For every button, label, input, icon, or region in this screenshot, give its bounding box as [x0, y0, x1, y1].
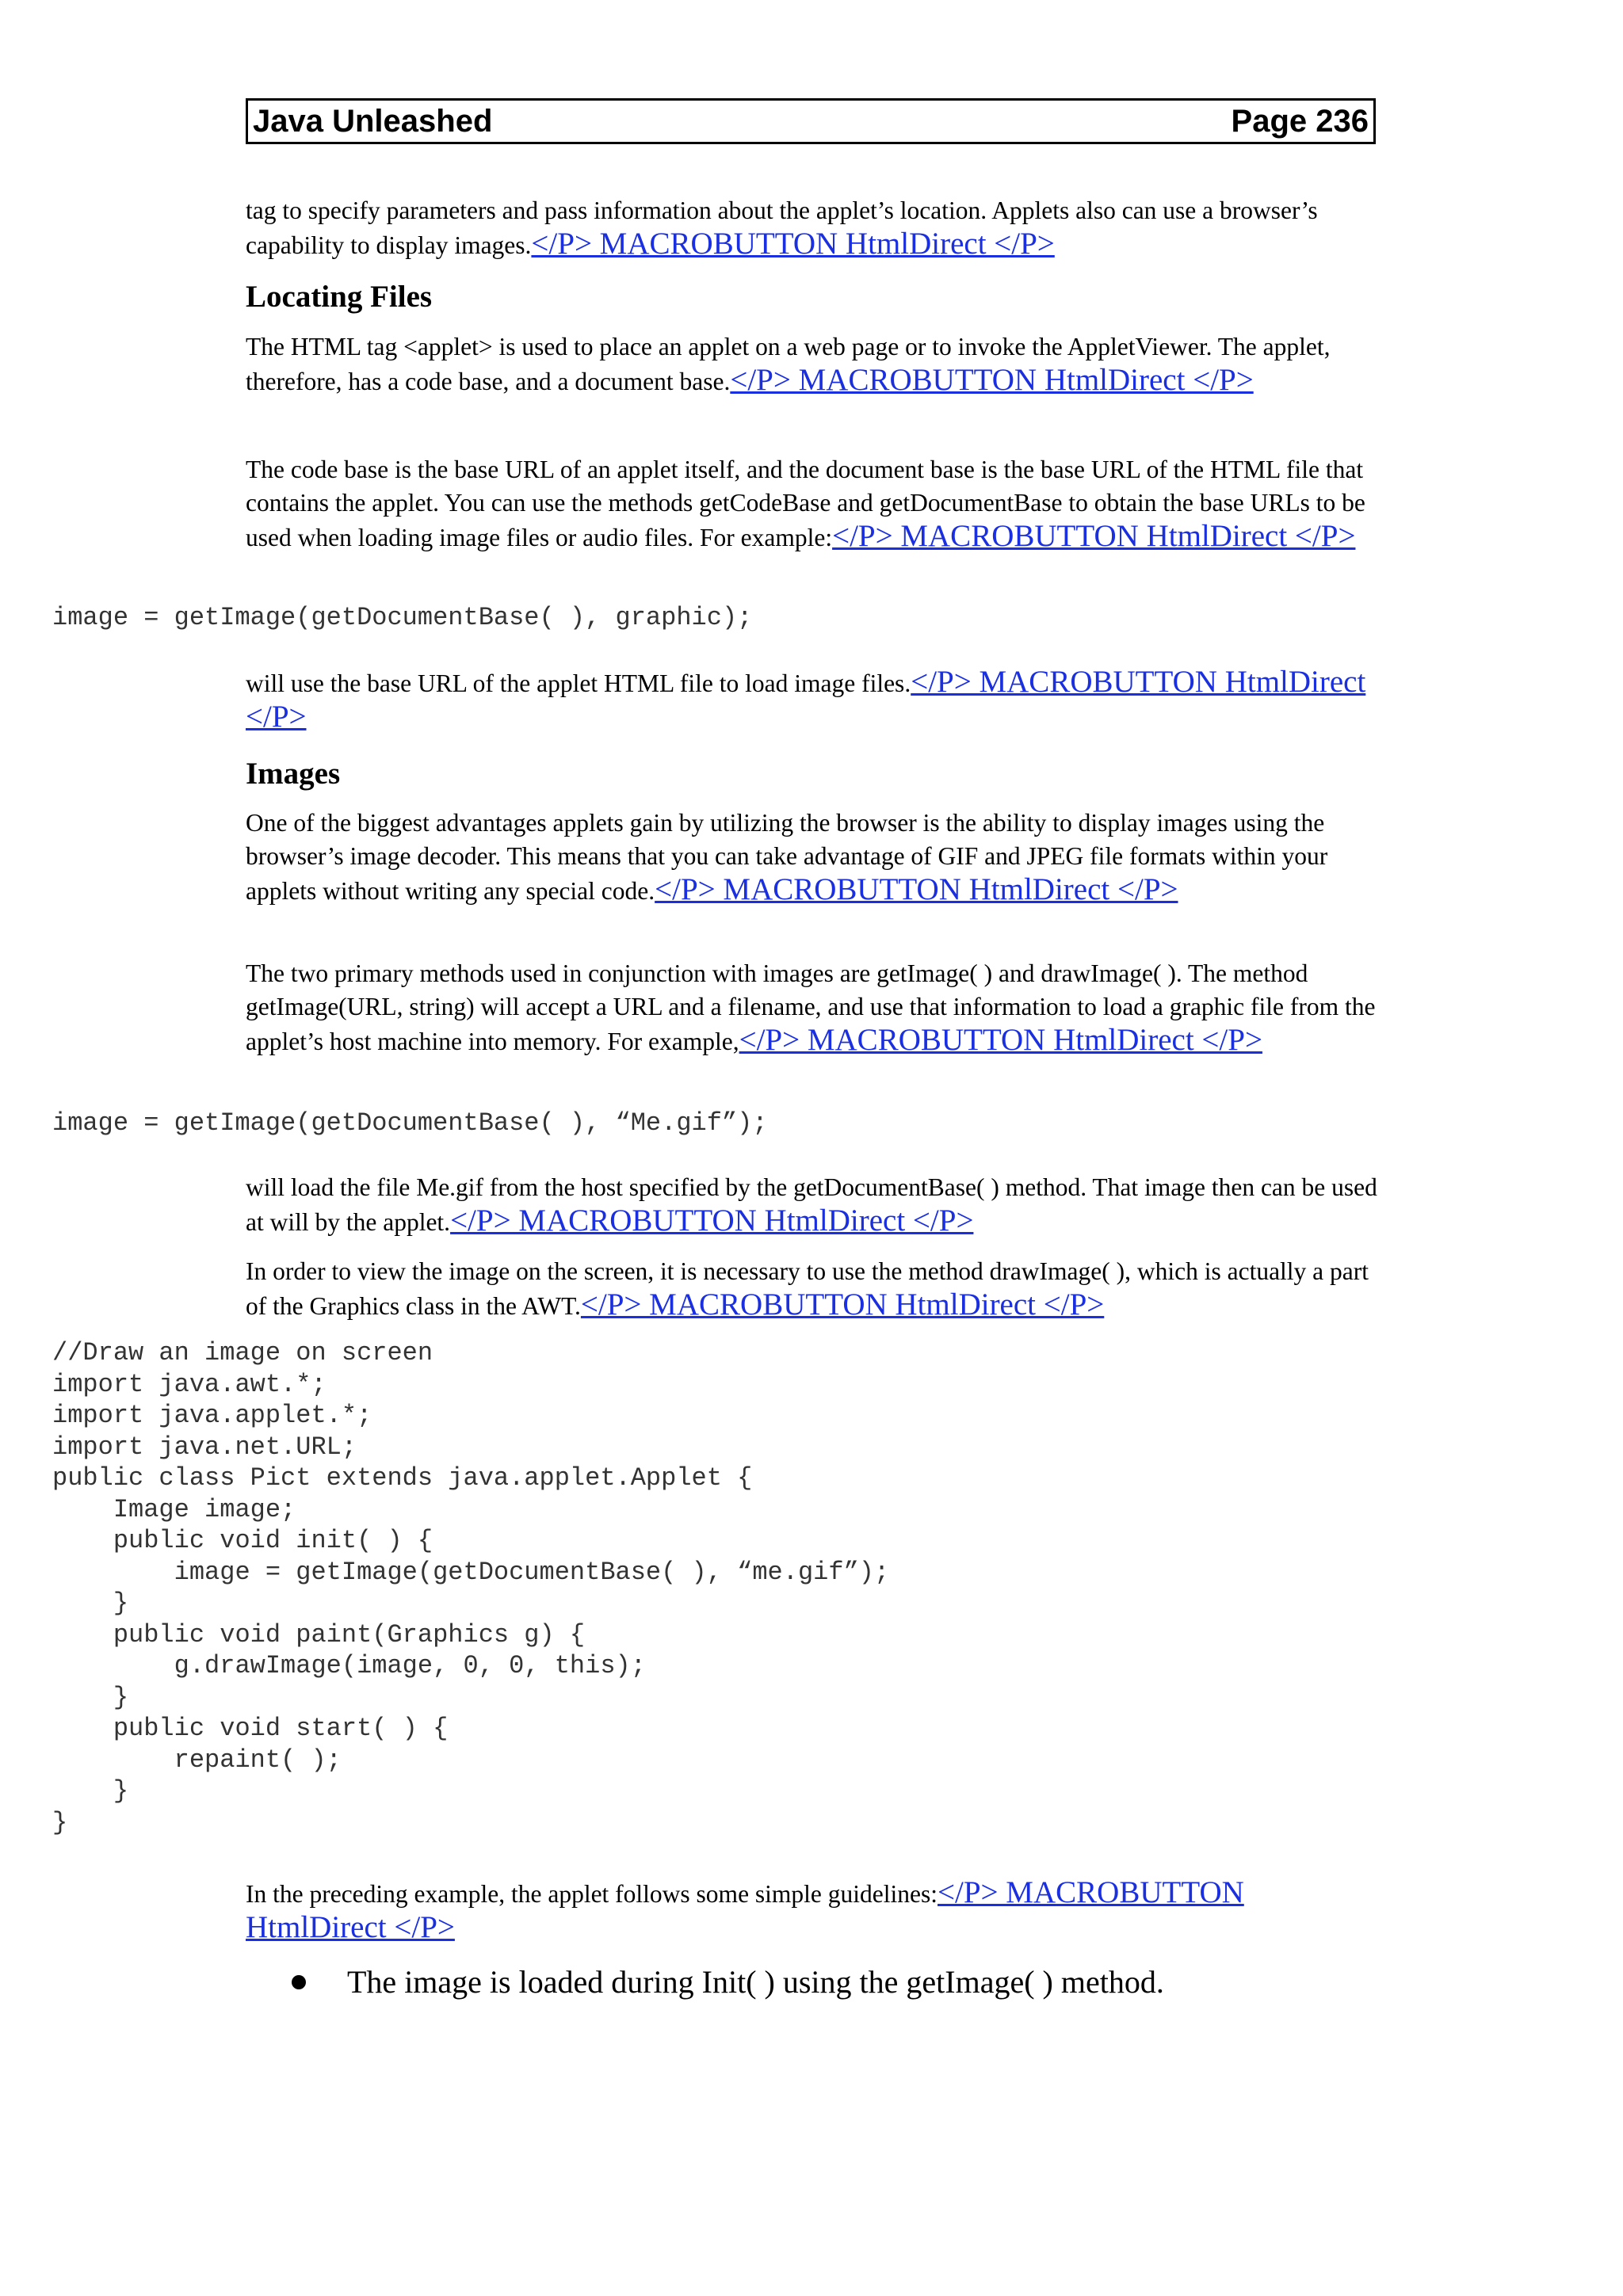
code-line: } [52, 1807, 68, 1837]
book-title: Java Unleashed [253, 103, 493, 139]
code-snippet: image = getImage(getDocumentBase( ), graphic); [52, 603, 753, 632]
macrobutton-link[interactable]: </P> MACROBUTTON HtmlDirect </P> [580, 1287, 1105, 1322]
code-line: public class Pict extends java.applet.Applet { [52, 1463, 753, 1493]
paragraph-text: tag to specify parameters and pass information about the applet’s location. Applets also can use a browser’s capability to display images. [246, 196, 1318, 259]
paragraph [246, 1876, 1379, 1946]
paragraph [246, 1255, 1379, 1323]
paragraph-text: will load the file Me.gif from the host specified by the getDocumentBase( ) method. That image then can be used at will by the applet. [246, 1173, 1377, 1236]
paragraph [246, 957, 1379, 1058]
code-line: } [52, 1682, 129, 1712]
code-line: repaint( ); [52, 1745, 342, 1775]
code-line: //Draw an image on screen [52, 1338, 433, 1367]
paragraph [246, 1171, 1379, 1239]
section-heading-images: Images [246, 757, 341, 791]
paragraph [246, 330, 1379, 399]
bullet-text: The image is loaded during Init( ) using the getImage( ) method. [347, 1964, 1164, 2000]
paragraph [246, 666, 1379, 735]
code-listing [52, 1337, 889, 1838]
bullet-list-item [292, 1963, 1164, 2000]
macrobutton-link[interactable]: </P> MACROBUTTON HtmlDirect </P> [531, 227, 1055, 261]
code-line: image = getImage(getDocumentBase( ), “me.gif”); [52, 1557, 890, 1587]
paragraph [246, 453, 1379, 555]
code-line: import java.applet.*; [52, 1401, 372, 1430]
paragraph-text: The two primary methods used in conjunction with images are getImage( ) and drawImage( ). The method getImage(URL, string) will accept a URL and a filename, and use that information to load a graphic file from the applet’s host machine into memory. For example, [246, 959, 1376, 1055]
page-header [246, 98, 1376, 144]
macrobutton-link[interactable]: </P> MACROBUTTON HtmlDirect </P> [832, 519, 1356, 553]
code-line: } [52, 1776, 129, 1806]
code-line: import java.awt.*; [52, 1369, 327, 1399]
paragraph-text: will use the base URL of the applet HTML file to load image files. [246, 669, 911, 697]
macrobutton-link[interactable]: </P> MACROBUTTON HtmlDirect </P> [450, 1203, 974, 1238]
code-line: } [52, 1589, 129, 1618]
bullet-icon [292, 1975, 306, 1989]
macrobutton-link[interactable]: </P> MACROBUTTON HtmlDirect </P> [739, 1023, 1262, 1057]
macrobutton-link[interactable]: </P> MACROBUTTON HtmlDirect </P> [246, 665, 1366, 734]
paragraph-text: One of the biggest advantages applets gain by utilizing the browser is the ability to display images using the browser’s image decoder. This means that you can take advantage of GIF and JPEG file formats within your applets without writing any special code. [246, 809, 1328, 905]
paragraph [246, 807, 1379, 908]
code-line: g.drawImage(image, 0, 0, this); [52, 1651, 646, 1680]
paragraph-text: In order to view the image on the screen, it is necessary to use the method drawImage( ), which is actually a part of the Graphics class in the AWT. [246, 1257, 1369, 1320]
section-heading-locating-files: Locating Files [246, 280, 433, 314]
paragraph-text: In the preceding example, the applet follows some simple guidelines: [246, 1880, 938, 1908]
code-line: public void start( ) { [52, 1714, 449, 1743]
paragraph-text: The HTML tag <applet> is used to place an applet on a web page or to invoke the AppletViewer. The applet, therefore, has a code base, and a document base. [246, 333, 1331, 395]
paragraph [246, 194, 1379, 262]
code-line: import java.net.URL; [52, 1432, 357, 1462]
page-number: Page 236 [1231, 103, 1369, 139]
code-snippet: image = getImage(getDocumentBase( ), “Me.gif”); [52, 1108, 768, 1138]
code-line: public void init( ) { [52, 1526, 433, 1555]
paragraph-text: The code base is the base URL of an applet itself, and the document base is the base URL of the HTML file that contains the applet. You can use the methods getCodeBase and getDocumentBase to obtain the base URLs to be used when loading image files or audio files. For example: [246, 456, 1365, 551]
code-line: public void paint(Graphics g) { [52, 1619, 586, 1650]
macrobutton-link[interactable]: </P> MACROBUTTON HtmlDirect </P> [655, 872, 1178, 906]
code-line: Image image; [52, 1494, 296, 1524]
macrobutton-link[interactable]: </P> MACROBUTTON HtmlDirect </P> [246, 1875, 1244, 1944]
macrobutton-link[interactable]: </P> MACROBUTTON HtmlDirect </P> [730, 363, 1254, 397]
